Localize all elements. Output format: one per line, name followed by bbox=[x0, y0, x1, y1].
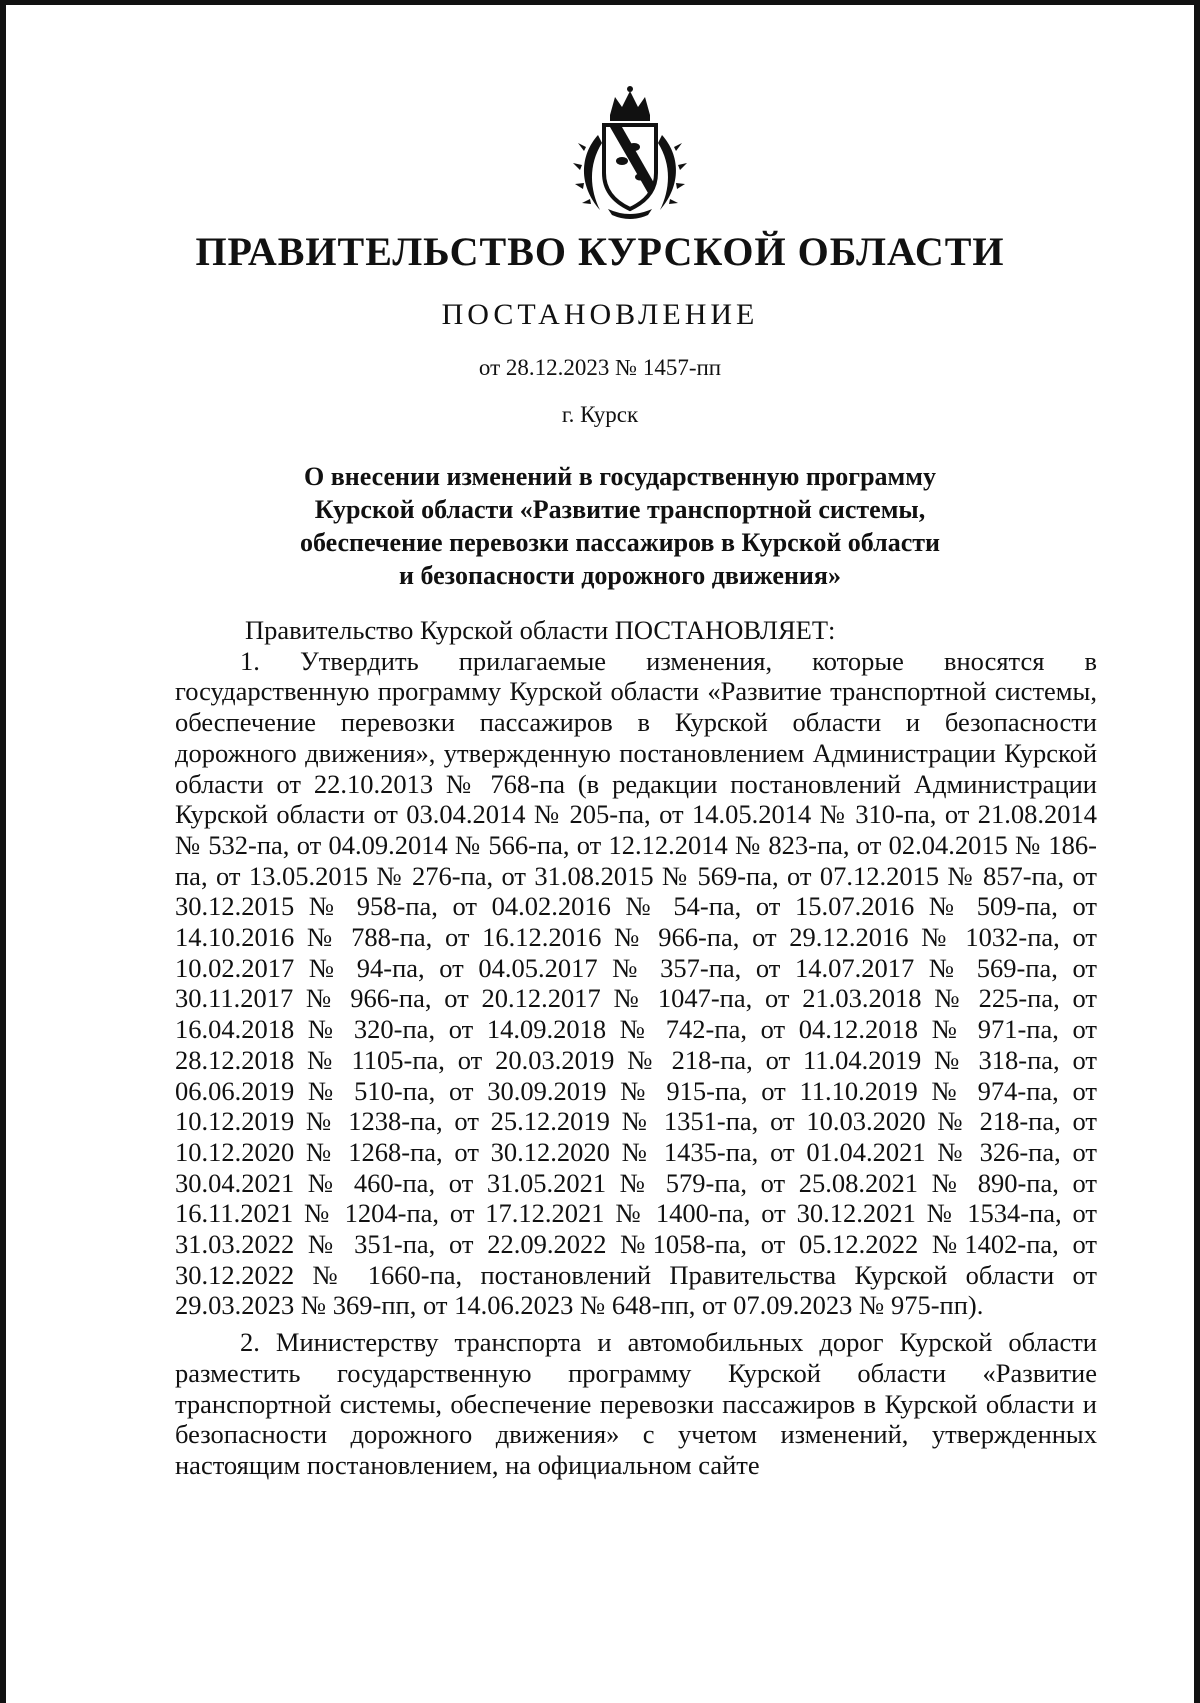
document-date-number: от 28.12.2023 № 1457-пп bbox=[478, 355, 722, 380]
government-title: ПРАВИТЕЛЬСТВО КУРСКОЙ ОБЛАСТИ bbox=[195, 229, 1005, 274]
document-body bbox=[175, 615, 1097, 1481]
paragraph-1: 1. Утвердить прилагаемые изменения, которые вносятся в государственную программу Курской области «Развитие транспортной системы, обеспечение перевозки пассажиров в Курской области и безопасности дорожного движения», утвержденную постановлением Администрации Курской области от 22.10.2013 № 768-па (в редакции постановлений Администрации Курской области от 03.04.2014 № 205-па, от 14.05.2014 № 310-па, от 21.08.2014 № 532-па, от 04.09.2014 № 566-па, от 12.12.2014 № 823-па, от 02.04.2015 № 186-па, от 13.05.2015 № 276-па, от 31.08.2015 № 569-па, от 07.12.2015 № 857-па, от 30.12.2015 № 958-па, от 04.02.2016 № 54-па, от 15.07.2016 № 509-па, от 14.10.2016 № 788-па, от 16.12.2016 № 966-па, от 29.12.2016 № 1032-па, от 10.02.2017 № 94-па, от 04.05.2017 № 357-па, от 14.07.2017 № 569-па, от 30.11.2017 № 966-па, от 20.12.2017 № 1047-па, от 21.03.2018 № 225-па, от 16.04.2018 № 320-па, от 14.09.2018 № 742-па, от 04.12.2018 № 971-па, от 28.12.2018 № 1105-па, от 20.03.2019 № 218-па, от 11.04.2019 № 318-па, от 06.06.2019 № 510-па, от 30.09.2019 № 915-па, от 11.10.2019 № 974-па, от 10.12.2019 № 1238-па, от 25.12.2019 № 1351-па, от 10.03.2020 № 218-па, от 10.12.2020 № 1268-па, от 30.12.2020 № 1435-па, от 01.04.2021 № 326-па, от 30.04.2021 № 460-па, от 31.05.2021 № 579-па, от 25.08.2021 № 890-па, от 16.11.2021 № 1204-па, от 17.12.2021 № 1400-па, от 30.12.2021 № 1534-па, от 31.03.2022 № 351-па, от 22.09.2022 №1058-па, от 05.12.2022 №1402-па, от 30.12.2022 № 1660-па, постановлений Правительства Курской области от 29.03.2023 № 369-пп, от 14.06.2023 № 648-пп, от 07.09.2023 № 975-пп). bbox=[175, 645, 1097, 1321]
subject-line: Курской области «Развитие транспортной системы, bbox=[314, 495, 926, 524]
paragraph-2: 2. Министерству транспорта и автомобильных дорог Курской области разместить государственную программу Курской области «Развитие транспортной системы, обеспечение перевозки пассажиров в Курской области и безопасности дорожного движения» с учетом изменений, утвержденных настоящим постановлением, на официальном сайте bbox=[175, 1327, 1097, 1480]
scan-border-top bbox=[0, 0, 1200, 5]
subject-line: и безопасности дорожного движения» bbox=[399, 561, 841, 590]
subject-line: О внесении изменений в государственную программу bbox=[304, 462, 936, 491]
kursk-coat-of-arms-icon bbox=[560, 85, 700, 220]
document-city: г. Курск bbox=[561, 402, 639, 427]
document-subject bbox=[160, 460, 1080, 592]
resolution-intro: Правительство Курской области ПОСТАНОВЛЯЕТ: bbox=[245, 615, 836, 645]
document-type: ПОСТАНОВЛЕНИЕ bbox=[441, 298, 759, 331]
subject-line: обеспечение перевозки пассажиров в Курской области bbox=[299, 528, 941, 557]
